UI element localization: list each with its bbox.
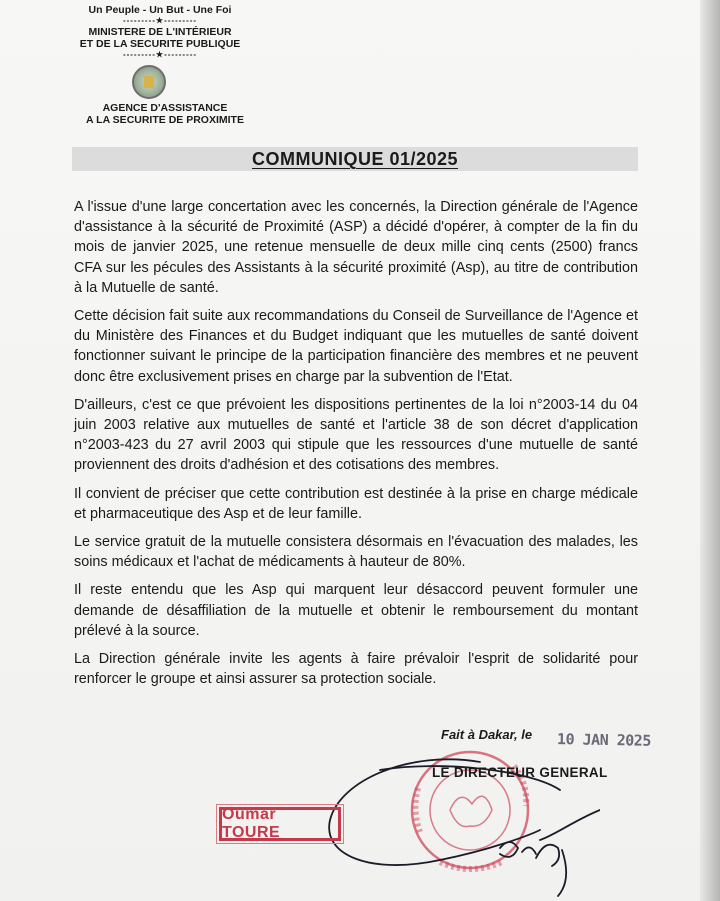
paragraph: Le service gratuit de la mutuelle consistera désormais en l'évacuation des malades, les soins médicaux et l'achat de médicaments à hauteur de 80%. [74,534,638,571]
separator: ---------★--------- [122,50,198,59]
agency-line-2: A LA SECURITE DE PROXIMITE [86,114,244,126]
page-edge-shadow [700,0,720,901]
signatory-title: LE DIRECTEUR GENERAL [432,765,608,780]
paragraph: Il convient de préciser que cette contribution est destinée à la prise en charge médicale et pharmaceutique des Asp et de leur famille. [74,485,638,522]
page-title: COMMUNIQUE 01/2025 [251,149,459,169]
ministry-line-2: ET DE LA SECURITE PUBLIQUE [79,38,241,50]
paragraph: D'ailleurs, c'est ce que prévoient les dispositions pertinentes de la loi n°2003-14 du 04 juin 2003 relative aux mutuelles de santé et l'article 38 de son décret d'application n°2003-423 du 27 avril 2003 qui stipule que les ressources d'une mutuelle de santé proviennent des droits d'adhésion et des cotisations des membres. [74,396,638,474]
national-motto: Un Peuple - Un But - Une Foi [88,4,232,16]
name-stamp: Oumar TOURE [219,807,341,841]
ministry-line-1: MINISTERE DE L'INTÉRIEUR [88,26,232,38]
paragraph: Il reste entendu que les Asp qui marquent leur désaccord peuvent formuler une demande de désaffiliation de la mutuelle et obtenir le remboursement du montant prélevé à la source. [74,582,638,639]
agency-line-1: AGENCE D'ASSISTANCE [102,102,228,114]
place-and-date-label: Fait à Dakar, le [441,727,533,742]
letterhead [70,4,250,60]
separator: ---------★--------- [122,16,198,25]
paragraph: Cette décision fait suite aux recommandations du Conseil de Surveillance de l'Agence et du Ministère des Finances et du Budget indiquant que les mutuelles de santé doivent fonctionner suivant le principe de la participation financière des membres et ne peuvent donc être exclusivement prises en charge par la subvention de l'Etat. [74,308,638,385]
paragraph: A l'issue d'une large concertation avec les concernés, la Direction générale de l'Agence d'assistance à la sécurité de Proximité (ASP) a décidé d'opérer, à compter de la fin du mois de janvier 2025, une retenue mensuelle de deux mille cinq cents (2500) francs CFA sur les pécules des Assistants à la sécurité proximité (Asp), au titre de contribution à la Mutuelle de santé. [74,199,638,296]
paragraph: La Direction générale invite les agents à faire prévaloir l'esprit de solidarité pour renforcer le groupe et ainsi assurer sa protection sociale. [74,651,638,688]
agency-emblem-icon [132,65,166,99]
date-stamp: 10 JAN 2025 [556,730,651,750]
agency-name [70,102,260,126]
emblem-shield [144,76,154,88]
communique-body [74,197,638,697]
